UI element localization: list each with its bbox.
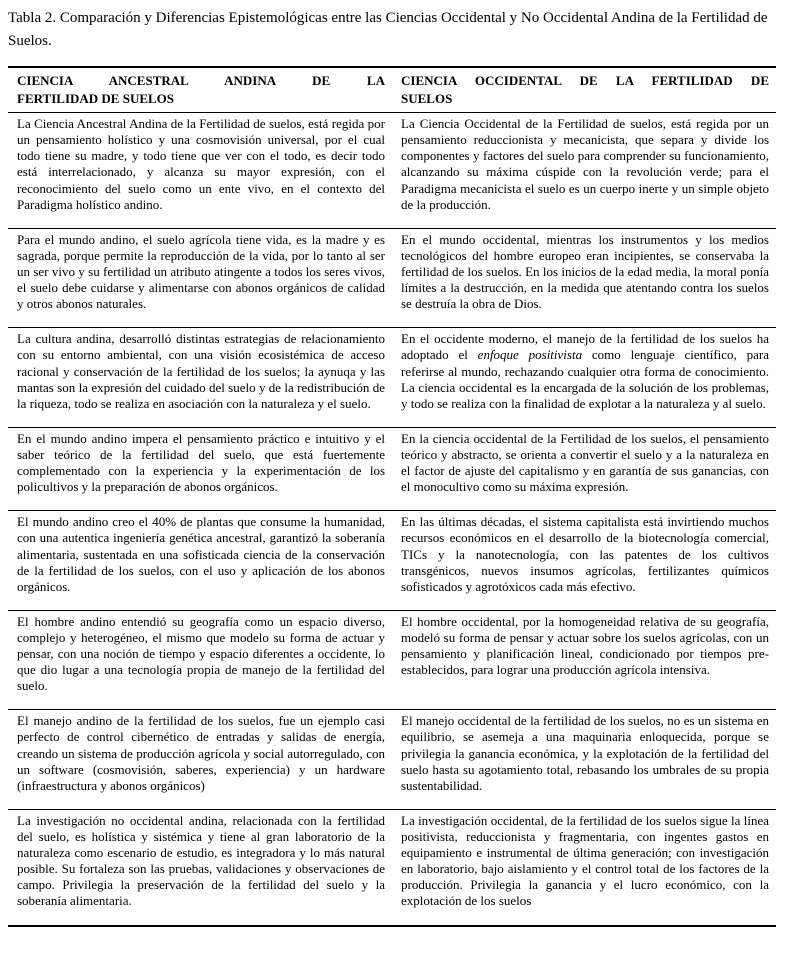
text-run: como lenguaje científico, para referirse al mundo, rechazando cualquier otra forma de conocimiento. La ciencia occidental es la encargada de la solución de los problemas, y todo se realiza con la finalidad de explotar a la naturaleza y al suelo.: [401, 347, 769, 411]
table-row: [8, 809, 776, 925]
cell-andina: El mundo andino creo el 40% de plantas que consume la humanidad, con una autentica ingeniería genética ancestral, garantizó la soberanía alimentaria, sustentada en una sofisticada ciencia de la conservación de la fertilidad de los suelos, con el uso y aplicación de los abonos orgánicos.: [8, 511, 392, 611]
header-text: CIENCIA ANCESTRAL ANDINA DE LA: [17, 73, 385, 88]
cell-occidental: La investigación occidental, de la fertilidad de los suelos sigue la línea positivista, reduccionista y fragmentaria, con ingentes gastos en equipamiento e instrumental de última generación; con investigación en laboratorio, bajo aislamiento y el control total de los factores de la producción. Privilegia la ganancia y el lucro económico, con la explotación de los suelos: [392, 809, 776, 925]
cell-occidental: [392, 328, 776, 428]
table-body: [8, 113, 776, 926]
table-row: [8, 228, 776, 328]
cell-andina: El hombre andino entendió su geografía como un espacio diverso, complejo y heterogéneo, el mismo que modelo su forma de actuar y pensar, con una noción de tiempo y espacio diferentes a occidente, lo que dio lugar a una tecnología propia de manejo de la fertilidad del suelo.: [8, 610, 392, 710]
cell-andina: En el mundo andino impera el pensamiento práctico e intuitivo y el saber teórico de la fertilidad del suelo, que está fuertemente complementado con la experiencia y la experimentación de los policultivos y la preparación de abonos orgánicos.: [8, 427, 392, 510]
header-cell-occidental: [392, 67, 776, 113]
header-text: FERTILIDAD DE SUELOS: [17, 90, 175, 106]
table-row: [8, 113, 776, 229]
header-text: SUELOS: [401, 90, 453, 106]
cell-andina: La investigación no occidental andina, relacionada con la fertilidad del suelo, es holística y sistémica y tiene al gran laboratorio de la naturaleza como escenario de estudio, es integradora y lo más natural posible. Su fortaleza son las pruebas, validaciones y observaciones de campo. Privilegia la preservación de la fertilidad del suelo y la soberanía alimentaria.: [8, 809, 392, 925]
table-row: [8, 610, 776, 710]
header-cell-andina: [8, 67, 392, 113]
cell-occidental: El hombre occidental, por la homogeneidad relativa de su geografía, modeló su forma de pensar y actuar sobre los suelos agrícolas, con un pensamiento y planificación lineal, condicionado por tiempos pre-establecidos, para lograr una producción agrícola intensiva.: [392, 610, 776, 710]
header-row: [8, 67, 776, 113]
cell-andina: La Ciencia Ancestral Andina de la Fertilidad de suelos, está regida por un pensamiento holístico y una cosmovisión universal, por el cual todo tiene su madre, y todo tiene que ver con el todo, es decir todo está interrelacionado, y alcanza su mayor expresión, con el reconocimiento del suelo como un ente vivo, en el contexto del Paradigma holístico andino.: [8, 113, 392, 229]
comparison-table: [8, 66, 776, 927]
table-row: [8, 710, 776, 810]
cell-occidental: El manejo occidental de la fertilidad de los suelos, no es un sistema en equilibrio, se asemeja a una maquinaria enloquecida, porque se privilegia la ganancia económica, y la explotación de la fertilidad del suelo hasta su agotamiento total, rebasando los umbrales de su propia sustentabilidad.: [392, 710, 776, 810]
header-text: CIENCIA OCCIDENTAL DE LA FERTILIDAD DE: [401, 73, 769, 88]
cell-andina: Para el mundo andino, el suelo agrícola tiene vida, es la madre y es sagrada, porque permite la reproducción de la vida, por lo tanto al ser un ser vivo y su fertilidad un atributo atingente a todos los seres vivos, el suelo debe cuidarse y alimentarse con abonos orgánicos de calidad y otros abonos naturales.: [8, 228, 392, 328]
table-row: [8, 511, 776, 611]
cell-occidental: En el mundo occidental, mientras los instrumentos y los medios tecnológicos del hombre europeo eran incipientes, se conservaba la fertilidad de los suelos. En los inicios de la edad media, la moral ponía límites a la destrucción, en la medida que atentando contra los suelos se destruía la obra de Dios.: [392, 228, 776, 328]
table-header: [8, 67, 776, 113]
table-caption: Tabla 2. Comparación y Diferencias Epistemológicas entre las Ciencias Occidental y No Occidental Andina de la Fertilidad de Suelos.: [8, 10, 768, 49]
cell-occidental: En las últimas décadas, el sistema capitalista está invirtiendo muchos recursos económicos en el desarrollo de la biotecnología comercial, TICs y la nanotecnología, con las patentes de los cultivos transgénicos, nuevos insumos agrícolas, fertilizantes químicos sofisticados y agrotóxicos cada más efectivo.: [392, 511, 776, 611]
cell-andina: El manejo andino de la fertilidad de los suelos, fue un ejemplo casi perfecto de control cibernético de entradas y salidas de energía, creando un sistema de producción agrícola y social autorregulado, con un software (cosmovisión, saberes, experiencia) y un hardware (infraestructura y abonos orgánicos): [8, 710, 392, 810]
cell-andina: La cultura andina, desarrolló distintas estrategias de relacionamiento con su entorno ambiental, con una visión ecosistémica de acceso racional y conservación de la fertilidad de los suelos; la aynuqa y las mantas son la expresión del cuidado del suelo y de la redistribución de la riqueza, todo se realiza en asociación con la naturaleza y el suelo.: [8, 328, 392, 428]
text-run: En el occidente moderno, el manejo de la fertilidad de los suelos ha adoptado el: [401, 331, 769, 363]
cell-occidental: La Ciencia Occidental de la Fertilidad de suelos, está regida por un pensamiento reduccionista y mecanicista, que separa y divide los componentes y factores del suelo para comprender su funcionamiento, alcanzando su máxima cúspide con la revolución verde; para el Paradigma mecanicista el suelo es un cuerpo inerte y un simple objeto de la producción.: [392, 113, 776, 229]
table-row: [8, 328, 776, 428]
table-row: [8, 427, 776, 510]
italic-term: enfoque positivista: [477, 347, 583, 363]
cell-occidental: En la ciencia occidental de la Fertilidad de los suelos, el pensamiento teórico y abstracto, se orienta a convertir el suelo y a la naturaleza en el factor de ajuste del capitalismo y en garantía de sus ganancias, con el monocultivo como su máxima expresión.: [392, 427, 776, 510]
